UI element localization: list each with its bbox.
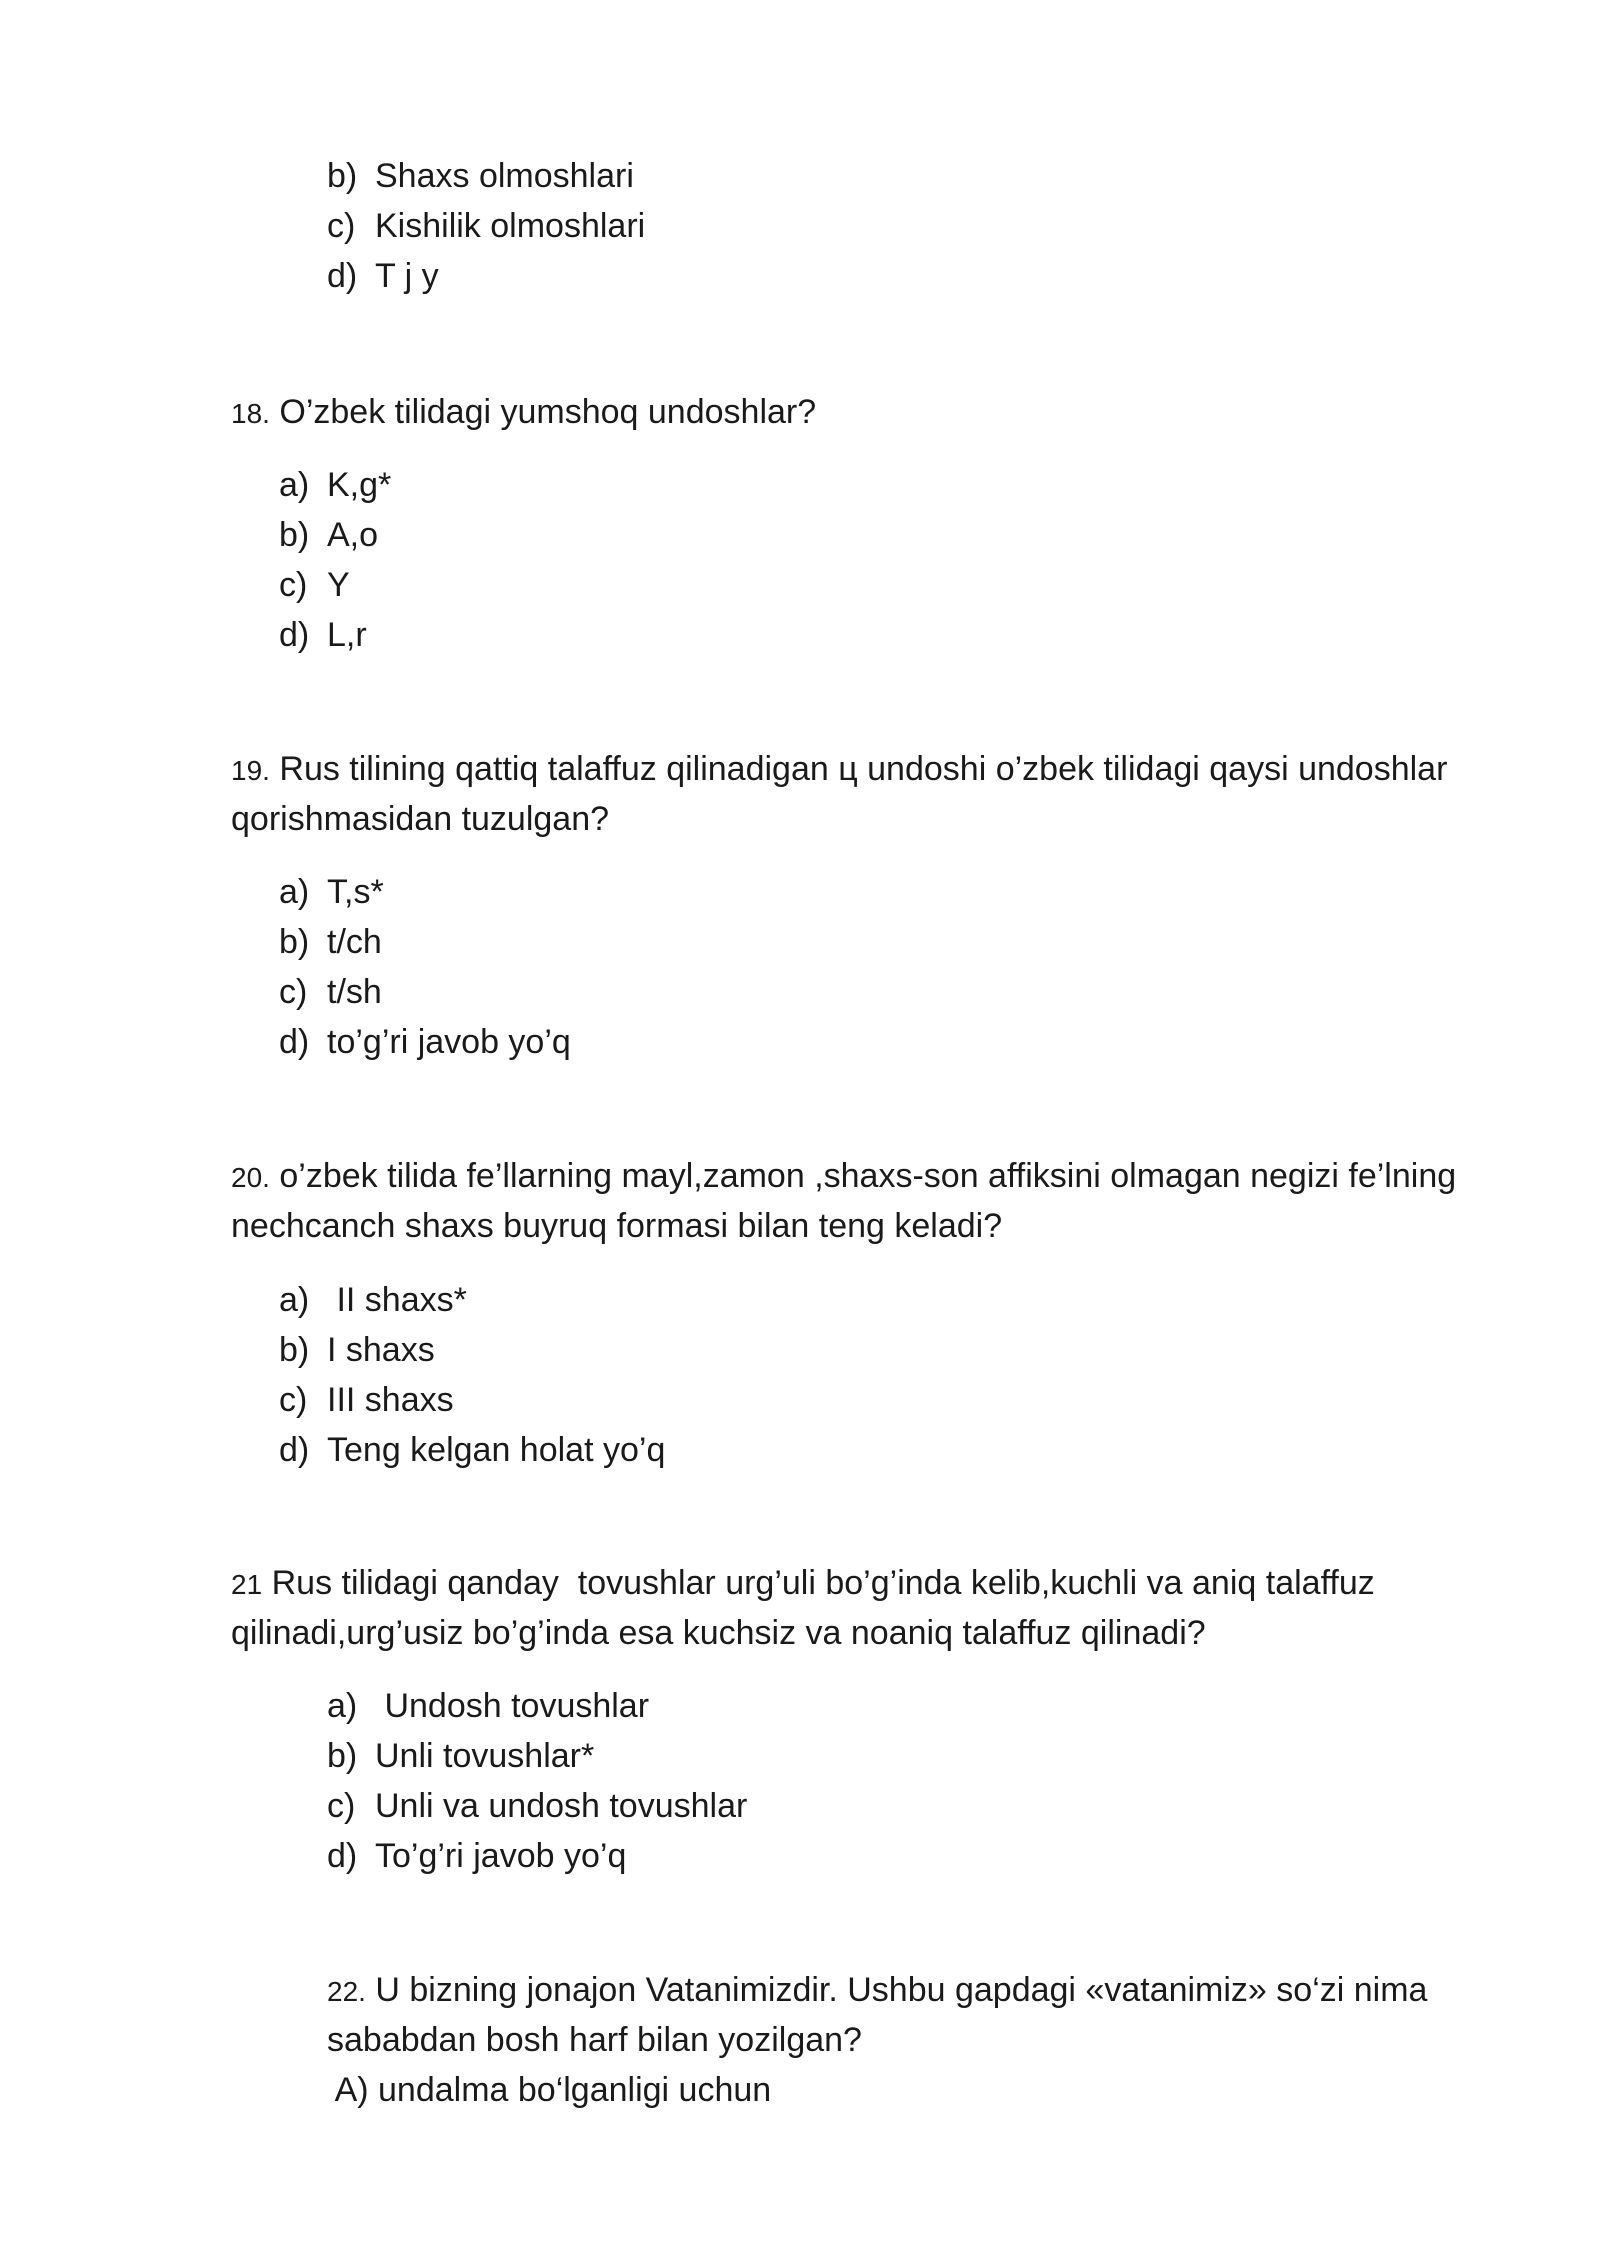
option-text: III shaxs [327,1381,454,1419]
question-line: nechcanch shaxs buyruq formasi bilan teng keladi? [231,1207,1003,1245]
question-number: 19. [231,755,270,786]
option-letter: a) [279,466,310,504]
option-text: t/ch [327,923,382,961]
option-letter: d) [279,1023,310,1061]
option-letter: a) [279,873,310,911]
option-letter: b) [327,1737,358,1775]
option-letter: a) [327,1687,358,1725]
option-text: To’g’ri javob yo’q [375,1837,627,1875]
option-letter: c) [279,973,308,1011]
option-d [279,1430,665,1470]
question-text [231,1156,1456,1198]
question-line: U bizning jonajon Vatanimizdir. Ushbu gapdagi «vatanimiz» so‘zi nima [375,1971,1428,2009]
option-text: T,s* [327,873,384,911]
option-letter: d) [279,616,310,654]
option-c [327,1786,747,1826]
option-d [279,615,367,655]
option-text: Teng kelgan holat yo’q [327,1431,666,1469]
option-c [279,1380,454,1420]
option-a [279,465,391,505]
question-text [231,1563,1375,1605]
option-letter: a) [279,1281,310,1319]
question-text [327,1970,1427,2012]
option-b [279,515,378,555]
option-letter: c) [327,1787,356,1825]
question-line: qorishmasidan tuzulgan? [231,800,610,838]
option-text: I shaxs [327,1331,435,1369]
option-b [327,1736,594,1776]
option-text: K,g* [327,466,392,504]
option-text: Shaxs olmoshlari [375,157,634,195]
question-text-continued [231,799,609,839]
question-line: Rus tilining qattiq talaffuz qilinadigan ц undoshi o’zbek tilidagi qaysi undoshlar [279,750,1448,788]
option-letter: d) [327,257,358,295]
option-text: Undosh tovushlar [375,1687,650,1725]
question-text-continued [327,2020,862,2060]
option-letter: c) [279,566,308,604]
option-a [327,2070,771,2110]
question-number: 18. [231,398,270,429]
question-line: qilinadi,urg’usiz bo’g’inda esa kuchsiz va noaniq talaffuz qilinadi? [231,1614,1206,1652]
option-c [279,565,350,605]
option-a [279,1280,467,1320]
option-b [279,922,382,962]
option-text: T j y [375,257,439,295]
option-letter: c) [279,1381,308,1419]
question-line: O’zbek tilidagi yumshoq undoshlar? [279,393,817,431]
option-letter: c) [327,207,356,245]
option-letter: b) [327,157,358,195]
option-letter: b) [279,1331,310,1369]
option-b [279,1330,435,1370]
option-text: A) undalma bo‘lganligi uchun [327,2071,772,2109]
option-a [279,872,384,912]
question-text [231,749,1447,791]
option-letter: b) [279,516,310,554]
option-d [327,1836,626,1876]
option-letter: d) [279,1431,310,1469]
option-b [327,156,634,196]
question-line: Rus tilidagi qanday tovushlar urg’uli bo’g’inda kelib,kuchli va aniq talaffuz [271,1564,1375,1602]
question-number: 22. [327,1976,366,2007]
option-text: t/sh [327,973,382,1011]
option-letter: d) [327,1837,358,1875]
option-text: II shaxs* [327,1281,467,1319]
option-text: Unli va undosh tovushlar [375,1787,748,1825]
option-text: Y [327,566,350,604]
option-text: to’g’ri javob yo’q [327,1023,571,1061]
option-text: Unli tovushlar* [375,1737,595,1775]
question-line: o’zbek tilida fe’llarning mayl,zamon ,shaxs-son affiksini olmagan negizi fe’lning [279,1157,1457,1195]
option-a [327,1686,649,1726]
question-number: 21 [231,1569,263,1600]
option-text: Kishilik olmoshlari [375,207,646,245]
option-text: A,o [327,516,379,554]
question-number: 20. [231,1162,270,1193]
option-d [279,1022,571,1062]
option-c [327,206,645,246]
question-line: sababdan bosh harf bilan yozilgan? [327,2021,862,2059]
question-text-continued [231,1613,1206,1653]
option-text: L,r [327,616,367,654]
option-letter: b) [279,923,310,961]
option-d [327,256,439,296]
option-c [279,972,382,1012]
question-text [231,392,816,434]
question-text-continued [231,1206,1002,1246]
